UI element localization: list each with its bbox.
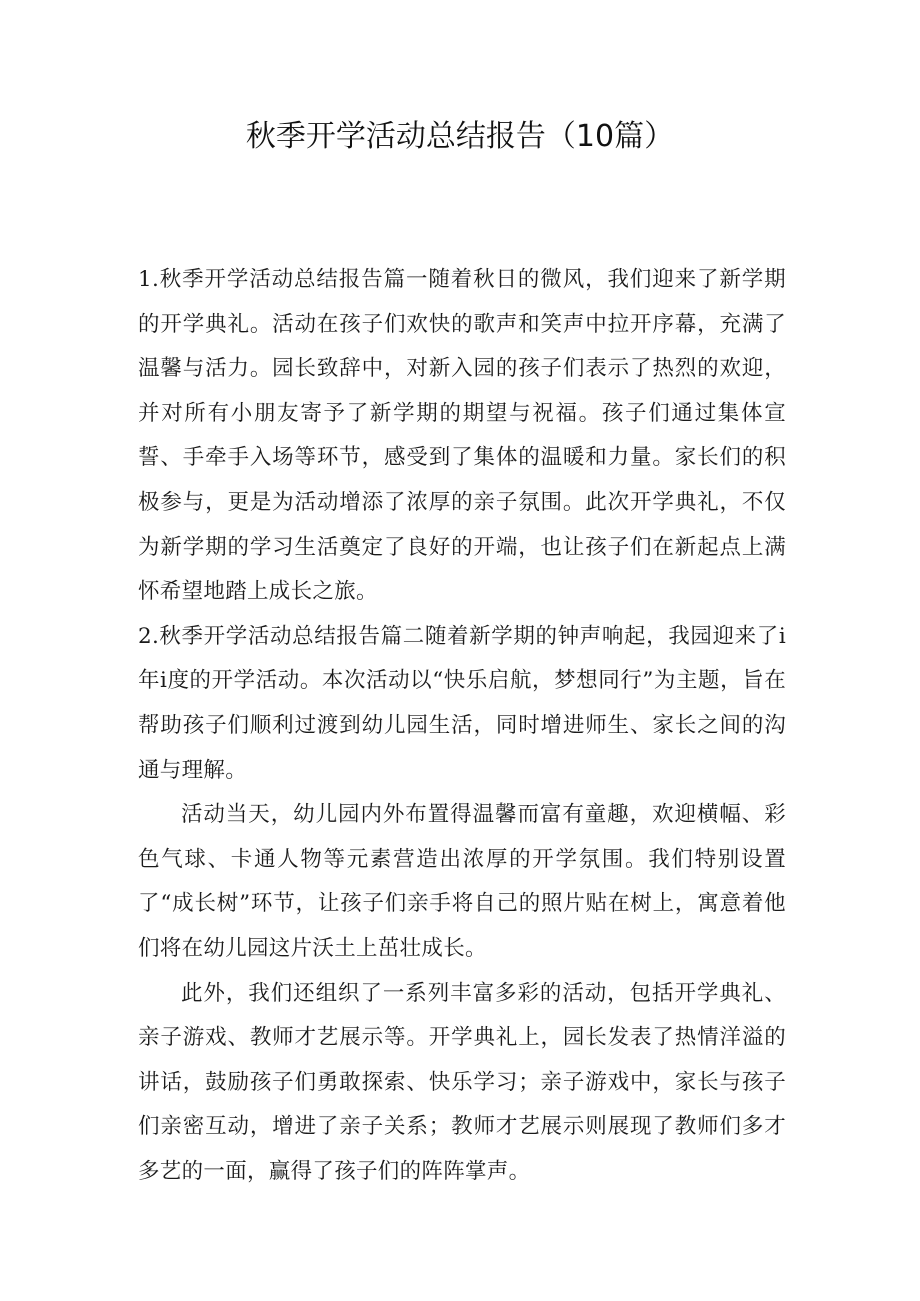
paragraph-4: 此外，我们还组织了一系列丰富多彩的活动，包括开学典礼、亲子游戏、教师才艺展示等。开学典礼上，园长发表了热情洋溢的讲话，鼓励孩子们勇敢探索、快乐学习；亲子游戏中，家长与孩子们亲密互动，增进了亲子关系；教师才艺展示则展现了教师们多才多艺的一面，赢得了孩子们的阵阵掌声。 <box>138 980 786 1184</box>
paragraph-3: 活动当天，幼儿园内外布置得温馨而富有童趣，欢迎横幅、彩色气球、卡通人物等元素营造出浓厚的开学氛围。我们特别设置了“成长树”环节，让孩子们亲手将自己的照片贴在树上，寓意着他们将在幼儿园这片沃土上茁壮成长。 <box>138 802 786 961</box>
document-title: 秋季开学活动总结报告（10篇） <box>245 119 675 154</box>
paragraph-2: 2.秋季开学活动总结报告篇二随着新学期的钟声响起，我园迎来了i年i度的开学活动。本次活动以“快乐启航，梦想同行”为主题，旨在帮助孩子们顺利过渡到幼儿园生活，同时增进师生、家长之间的沟通与理解。 <box>138 623 786 783</box>
paragraph-1: 1.秋季开学活动总结报告篇一随着秋日的微风，我们迎来了新学期的开学典礼。活动在孩子们欢快的歌声和笑声中拉开序幕，充满了温馨与活力。园长致辞中，对新入园的孩子们表示了热烈的欢迎，并对所有小朋友寄予了新学期的期望与祝福。孩子们通过集体宣誓、手牵手入场等环节，感受到了集体的温暖和力量。家长们的积极参与，更是为活动增添了浓厚的亲子氛围。此次开学典礼，不仅为新学期的学习生活奠定了良好的开端，也让孩子们在新起点上满怀希望地踏上成长之旅。 <box>138 267 786 605</box>
document-body <box>138 258 786 1194</box>
